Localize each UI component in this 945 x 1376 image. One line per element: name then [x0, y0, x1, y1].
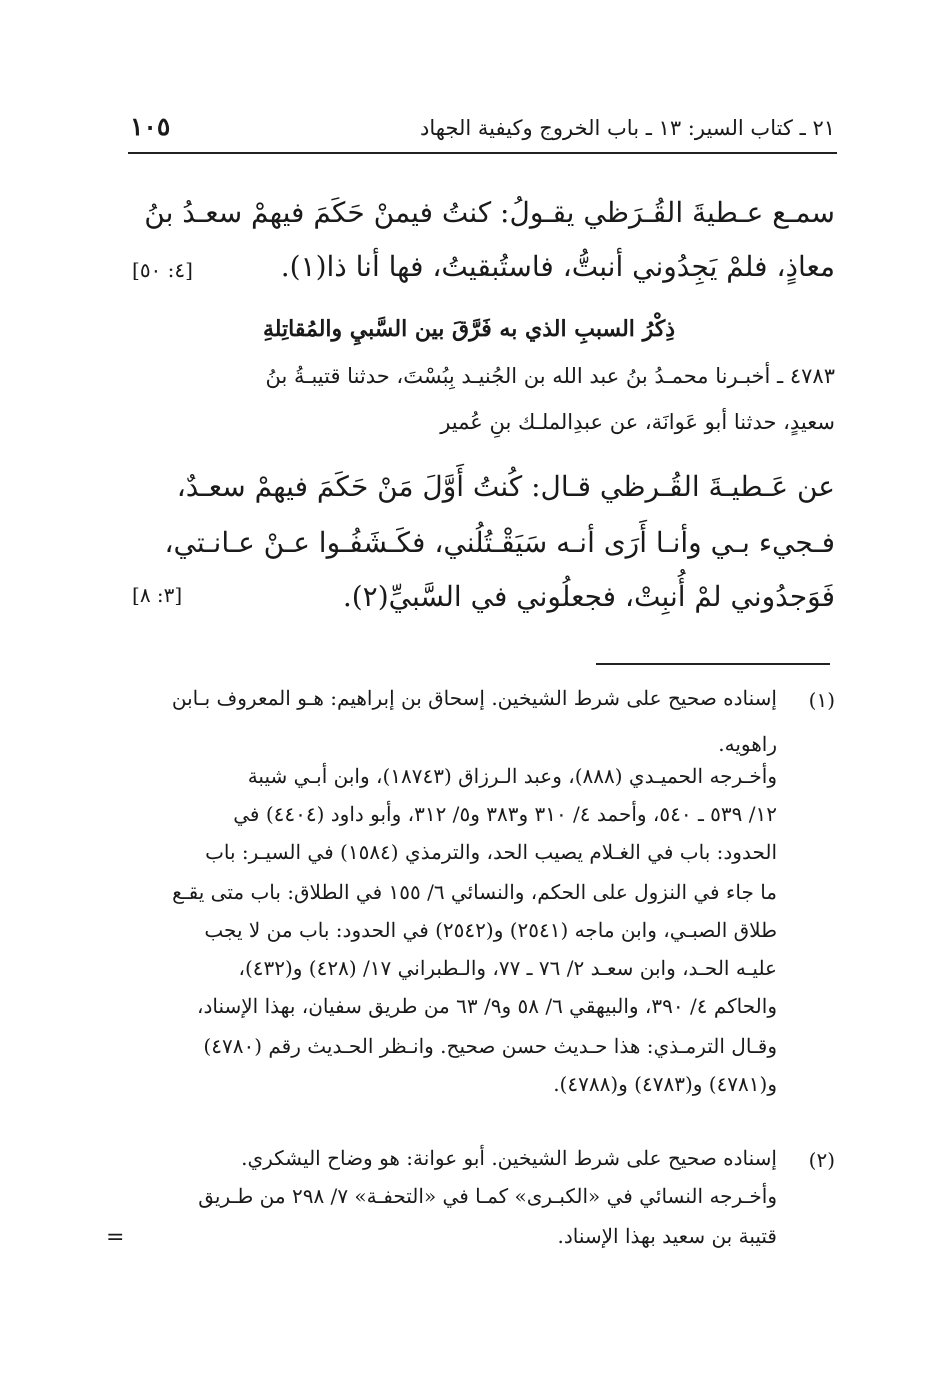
- footnote-2-line: قتيبة بن سعيد بهذا الإسناد.: [557, 1224, 777, 1248]
- footnote-2-marker: (٢): [808, 1148, 835, 1172]
- footnote-1-line: و(٤٧٨١) و(٤٧٨٣) و(٤٧٨٨).: [553, 1072, 777, 1096]
- hadith-text-line-4: فـجيء بـي وأنـا أَرَى أنـه سَيَقْـتُلُني، فكَـشَفُـوا عـنْ عـانـتي،: [164, 526, 835, 559]
- footnote-1-line: طلاق الصبـي، وابن ماجه (٢٥٤١) و(٢٥٤٢) في الحدود: باب من لا يجب: [204, 918, 777, 942]
- footnote-1-line: الحدود: باب في الغـلام يصيب الحد، والترمذي (١٥٨٤) في السيـر: باب: [205, 840, 777, 864]
- footnote-separator: [596, 663, 830, 665]
- running-header-title: ٢١ ـ كتاب السير: ١٣ ـ باب الخروج وكيفية الجهاد: [420, 116, 835, 140]
- reference-bracket-1: [٤: ٥٠]: [132, 258, 193, 282]
- footnote-2-line: إسناده صحيح على شرط الشيخين. أبو عوانة: هو وضاح اليشكري.: [241, 1146, 777, 1170]
- footnote-1-line: وأخـرجه الحميـدي (٨٨٨)، وعبد الـرزاق (١٨٧٤٣)، وابن أبـي شيبة: [247, 764, 777, 788]
- footnote-1-line: إسناده صحيح على شرط الشيخين. إسحاق بن إبراهيم: هـو المعروف بـابن: [171, 686, 777, 710]
- isnad-line-2: سعيدٍ، حدثنا أبو عَوانَة، عن عبدِالملـك بنِ عُمير: [440, 410, 835, 434]
- footnote-1-line: والحاكم ٤/ ٣٩٠، والبيهقي ٦/ ٥٨ و٩/ ٦٣ من طريق سفيان، بهذا الإسناد،: [197, 994, 777, 1018]
- footnote-1-marker: (١): [808, 688, 835, 712]
- header-rule: [128, 152, 837, 154]
- chapter-heading: ذِكْرُ السببِ الذي به فَرَّقَ بين السَّبيِ والمُقاتِلةِ: [262, 316, 675, 342]
- hadith-text-line-1: سمـع عـطيةَ القُـرَظي يقـولُ: كنتُ فيمنْ حَكَمَ فيهمْ سعـدُ بنُ: [144, 196, 835, 229]
- page-number: ١٠٥: [130, 112, 171, 141]
- continuation-mark: =: [106, 1225, 125, 1250]
- hadith-text-line-5: فَوَجدُوني لمْ أُنبِتْ، فجعلُوني في السَّبيِّ(٢).: [342, 580, 835, 613]
- footnote-1-line: وقـال الترمـذي: هذا حـديث حسن صحيح. وانـظر الحـديث رقم (٤٧٨٠): [203, 1034, 777, 1058]
- footnote-2-line: وأخـرجه النسائي في «الكبـرى» كمـا في «التحفـة» ٧/ ٢٩٨ من طـريق: [198, 1184, 777, 1208]
- footnote-1-line: ما جاء في النزول على الحكم، والنسائي ٦/ ١٥٥ في الطلاق: باب متى يقـع: [172, 880, 777, 904]
- reference-bracket-2: [٣: ٨]: [132, 583, 183, 607]
- footnote-1-line: راهويه.: [718, 732, 777, 756]
- isnad-line-1: ٤٧٨٣ ـ أخبـرنا محمـدُ بنُ عبد الله بن الجُنيـد بِبُسْتَ، حدثنا قتيبـةُ بنُ: [265, 364, 835, 388]
- footnote-1-line: عليـه الحـد، وابن سعـد ٢/ ٧٦ ـ ٧٧، والـطبراني ١٧/ (٤٢٨) و(٤٣٢)،: [238, 956, 777, 980]
- hadith-text-line-3: عن عَـطيـةَ القُـرظي قـال: كُنتُ أَوَّلَ مَنْ حَكَمَ فيهمْ سعـدٌ،: [176, 470, 835, 503]
- footnote-1-line: ١٢/ ٥٣٩ ـ ٥٤٠، وأحمد ٤/ ٣١٠ و٣٨٣ و٥/ ٣١٢، وأبو داود (٤٤٠٤) في: [233, 802, 777, 826]
- hadith-text-line-2: معاذٍ، فلمْ يَجِدُوني أنبتُّ، فاستُبقيتُ، فها أنا ذا(١).: [280, 250, 835, 283]
